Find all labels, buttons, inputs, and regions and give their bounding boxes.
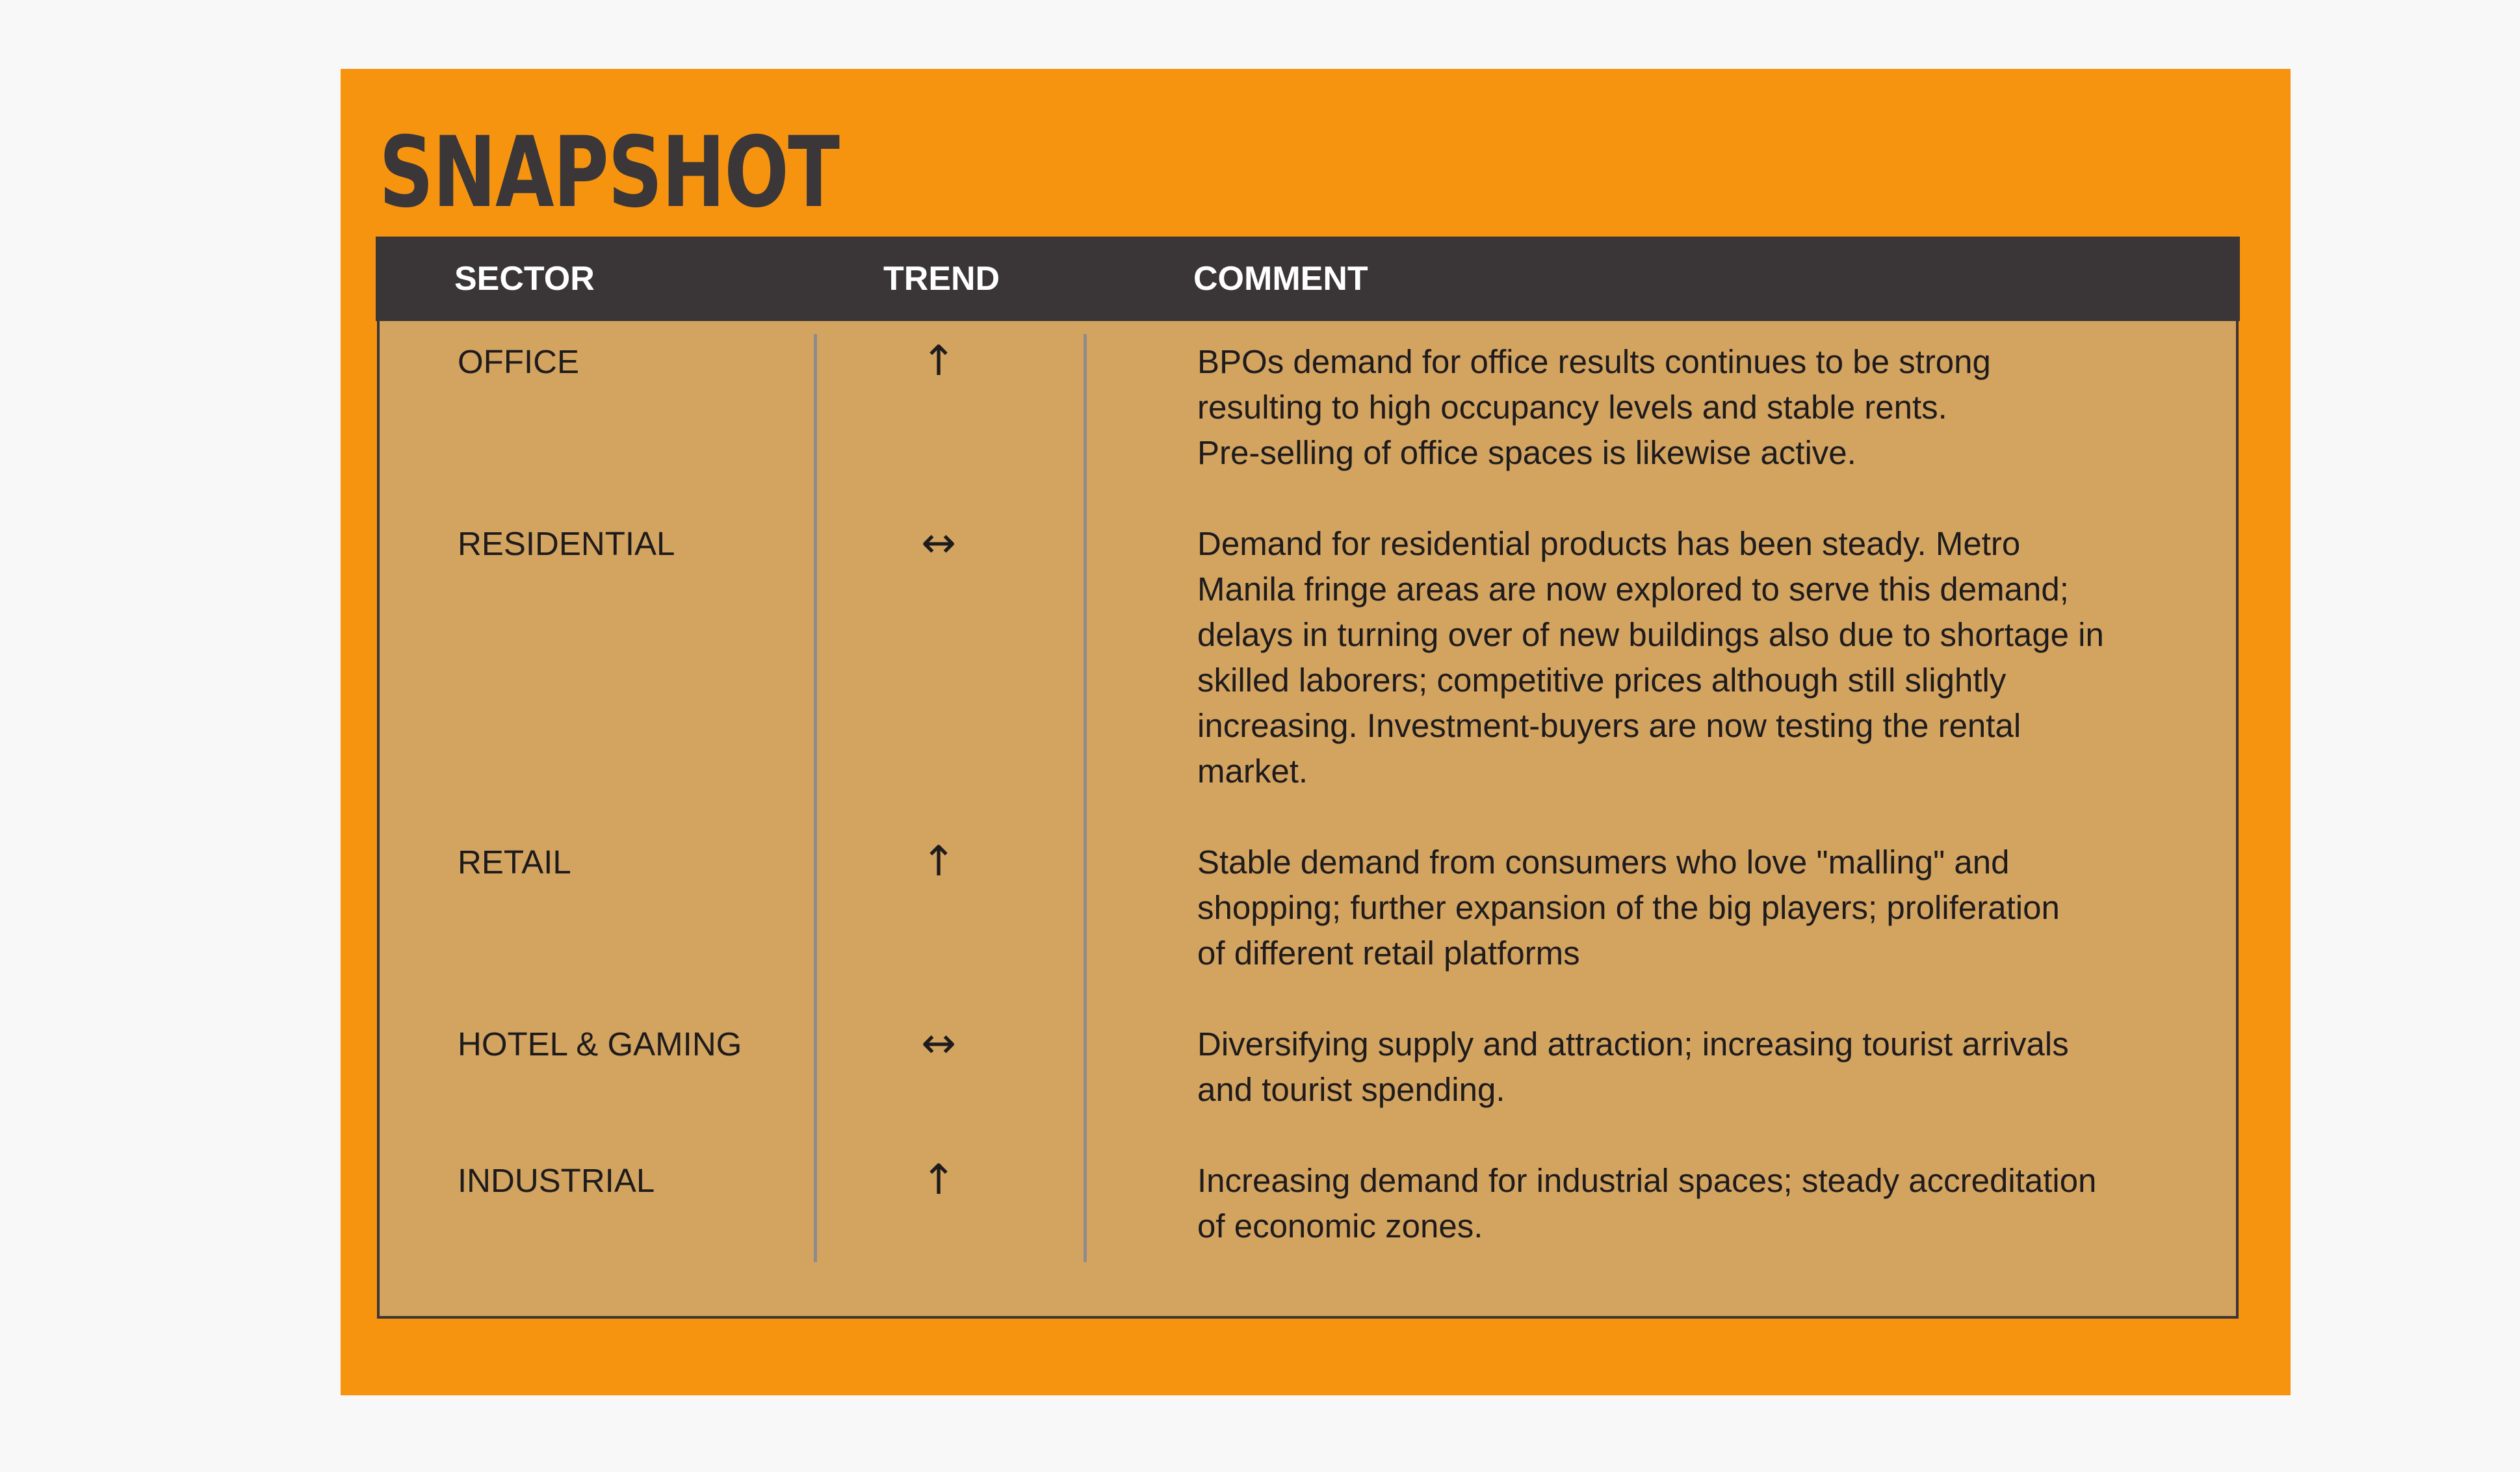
arrow-up-icon: ↑ bbox=[921, 838, 956, 886]
sector-label: HOTEL & GAMING bbox=[458, 1026, 742, 1063]
page-title: SNAPSHOT bbox=[379, 116, 839, 229]
comment-text: Increasing demand for industrial spaces; steady accreditation of economic zones. bbox=[1197, 1162, 2097, 1245]
arrow-left-right-icon: ↔ bbox=[921, 1020, 956, 1068]
arrow-up-icon: ↑ bbox=[921, 337, 956, 385]
snapshot-panel bbox=[341, 69, 2291, 1395]
sector-label: INDUSTRIAL bbox=[458, 1162, 655, 1199]
sector-label: RETAIL bbox=[458, 844, 571, 881]
comment-text: Stable demand from consumers who love "malling" and shopping; further expansion of the big players; proliferation of different retail platforms bbox=[1197, 844, 2060, 972]
sector-label: RESIDENTIAL bbox=[458, 525, 675, 562]
snapshot-table bbox=[376, 237, 2240, 1318]
column-divider bbox=[1084, 334, 1087, 1262]
sector-label: OFFICE bbox=[458, 343, 579, 380]
arrow-left-right-icon: ↔ bbox=[921, 519, 956, 567]
table-header bbox=[376, 237, 2240, 321]
column-divider bbox=[814, 334, 817, 1262]
header-sector: SECTOR bbox=[454, 260, 595, 298]
comment-text: Demand for residential products has been steady. Metro Manila fringe areas are now explored to serve this demand; delays in turning over of new buildings also due to shortage in skilled laborers; competitive prices although still slightly increasing. Investment-buyers are now testing the rental market. bbox=[1197, 525, 2104, 790]
comment-text: BPOs demand for office results continues to be strong resulting to high occupancy levels and stable rents. Pre-selling of office spaces is likewise active. bbox=[1197, 343, 1991, 471]
table-body bbox=[377, 321, 2239, 1319]
comment-text: Diversifying supply and attraction; increasing tourist arrivals and tourist spending. bbox=[1197, 1026, 2069, 1108]
header-trend: TREND bbox=[883, 260, 1000, 298]
arrow-up-icon: ↑ bbox=[921, 1156, 956, 1204]
header-comment: COMMENT bbox=[1193, 260, 1368, 298]
